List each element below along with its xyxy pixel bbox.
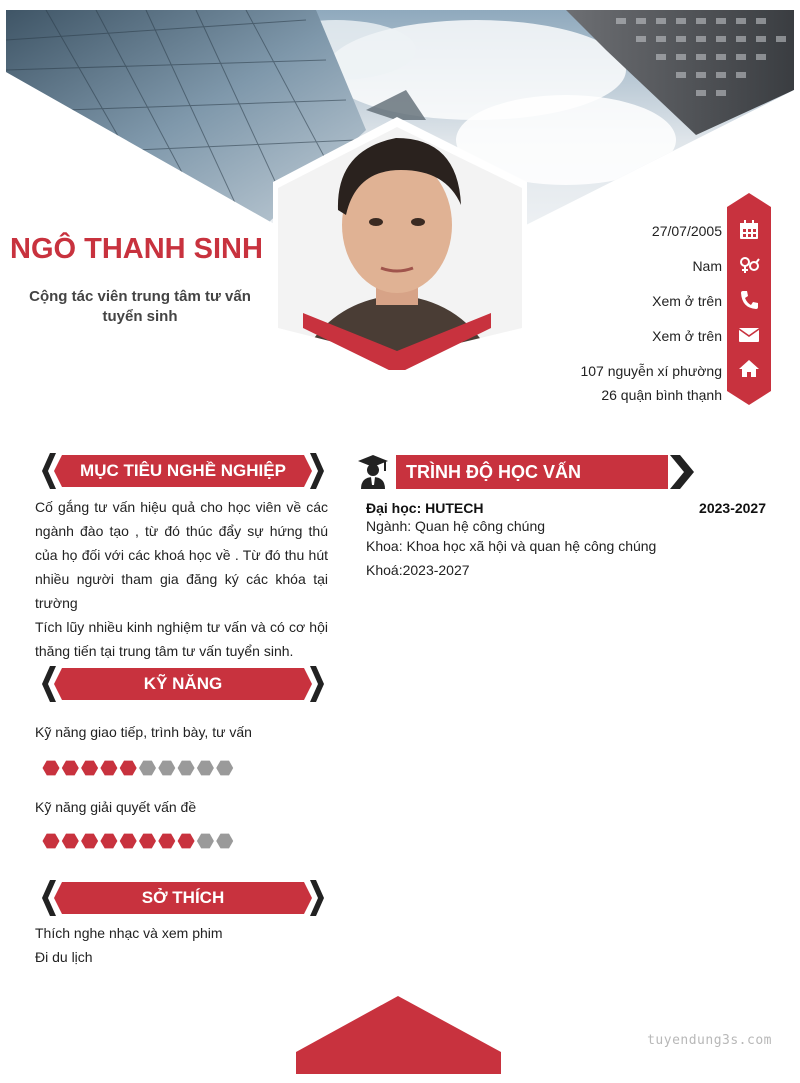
skill-dot-filled xyxy=(62,761,79,776)
footer-arrow xyxy=(296,996,501,1074)
job-title: Cộng tác viên trung tâm tư vấn tuyển sinh xyxy=(29,288,251,325)
skills-title: KỸ NĂNG xyxy=(143,674,223,693)
home-icon xyxy=(738,358,760,380)
phone-icon xyxy=(738,289,760,311)
email-icon xyxy=(738,324,760,346)
skill-dot-filled xyxy=(81,761,98,776)
hobby-item: Thích nghe nhạc và xem phim xyxy=(35,925,223,941)
objective-title: MỤC TIÊU NGHỀ NGHIỆP xyxy=(80,461,286,480)
skill-rating xyxy=(42,760,242,776)
skill-dot-filled xyxy=(81,834,98,849)
skill-rating xyxy=(42,833,242,849)
objective-paragraph-1: Cố gắng tư vấn hiệu quả cho học viên về các ngành đào tạo , từ đó thúc đẩy sự hứng thú của họ đối với các khoá học về . Từ đó thu hút nhiều người tham gia đăng ký các khóa tại trường xyxy=(35,499,328,611)
education-faculty: Khoa: Khoa học xã hội và quan hệ công chúng xyxy=(366,538,657,554)
graduate-icon xyxy=(358,455,388,489)
skill-dot-empty xyxy=(197,761,214,776)
skill-name: Kỹ năng giải quyết vấn đề xyxy=(35,799,197,815)
skill-dot-empty xyxy=(216,834,233,849)
education-course: Khoá:2023-2027 xyxy=(366,562,470,578)
skill-dot-filled xyxy=(43,761,60,776)
skill-dot-filled xyxy=(120,834,137,849)
hobby-item: Đi du lịch xyxy=(35,949,93,965)
skill-dot-empty xyxy=(216,761,233,776)
contact-gender: Nam xyxy=(692,258,722,274)
contact-address xyxy=(580,359,722,407)
gender-icon xyxy=(738,254,760,276)
skill-dot-empty xyxy=(178,761,195,776)
skill-dot-filled xyxy=(139,834,156,849)
address-line-2: 26 quận bình thạnh xyxy=(601,387,722,403)
skill-dot-filled xyxy=(178,834,195,849)
skill-name: Kỹ năng giao tiếp, trình bày, tư vấn xyxy=(35,724,252,740)
watermark: tuyendung3s.com xyxy=(647,1033,772,1048)
skill-dot-empty xyxy=(139,761,156,776)
skill-dot-filled xyxy=(120,761,137,776)
education-major: Ngành: Quan hệ công chúng xyxy=(366,518,546,534)
skill-dot-filled xyxy=(100,761,117,776)
full-name: NGÔ THANH SINH xyxy=(10,233,263,265)
contact-birthday: 27/07/2005 xyxy=(651,223,722,239)
skill-dot-filled xyxy=(62,834,79,849)
contact-phone[interactable]: Xem ở trên xyxy=(652,293,722,309)
calendar-icon xyxy=(738,219,760,241)
skill-dot-filled xyxy=(100,834,117,849)
hobbies-title: SỞ THÍCH xyxy=(141,888,225,907)
address-line-1: 107 nguyễn xí phường xyxy=(580,363,722,379)
skill-dot-empty xyxy=(197,834,214,849)
objective-text xyxy=(35,495,328,663)
contact-email[interactable]: Xem ở trên xyxy=(652,328,722,344)
skill-dot-empty xyxy=(158,761,175,776)
education-title: TRÌNH ĐỘ HỌC VẤN xyxy=(406,462,581,482)
skill-dot-filled xyxy=(158,834,175,849)
objective-paragraph-2: Tích lũy nhiều kinh nghiệm tư vấn và có cơ hội thăng tiến tại trung tâm tư vấn tuyển sinh. xyxy=(35,619,328,659)
education-school: Đại học: HUTECH xyxy=(366,500,484,516)
education-years: 2023-2027 xyxy=(699,500,766,516)
skill-dot-filled xyxy=(43,834,60,849)
